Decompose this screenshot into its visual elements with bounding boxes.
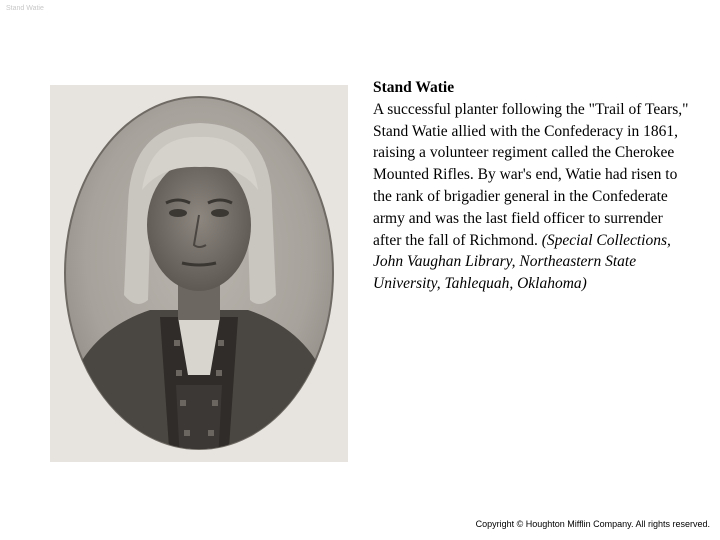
portrait-photo [50,85,348,462]
portrait-illustration [50,85,348,462]
copyright-notice: Copyright © Houghton Mifflin Company. All rights reserved. [475,519,710,529]
photo-caption [373,77,691,295]
caption-credit: (Special Collections, John Vaughan Library, Northeastern State University, Tahlequah, Oklahoma) [373,231,671,293]
slide-label: Stand Watie [6,5,44,12]
caption-body: A successful planter following the "Trail of Tears," Stand Watie allied with the Confederacy in 1861, raising a volunteer regiment called the Cherokee Mounted Rifles. By war's end, Watie had risen to the rank of brigadier general in the Confederate army and was the last field officer to surrender after the fall of Richmond. [373,100,689,249]
caption-title: Stand Watie [373,79,455,96]
